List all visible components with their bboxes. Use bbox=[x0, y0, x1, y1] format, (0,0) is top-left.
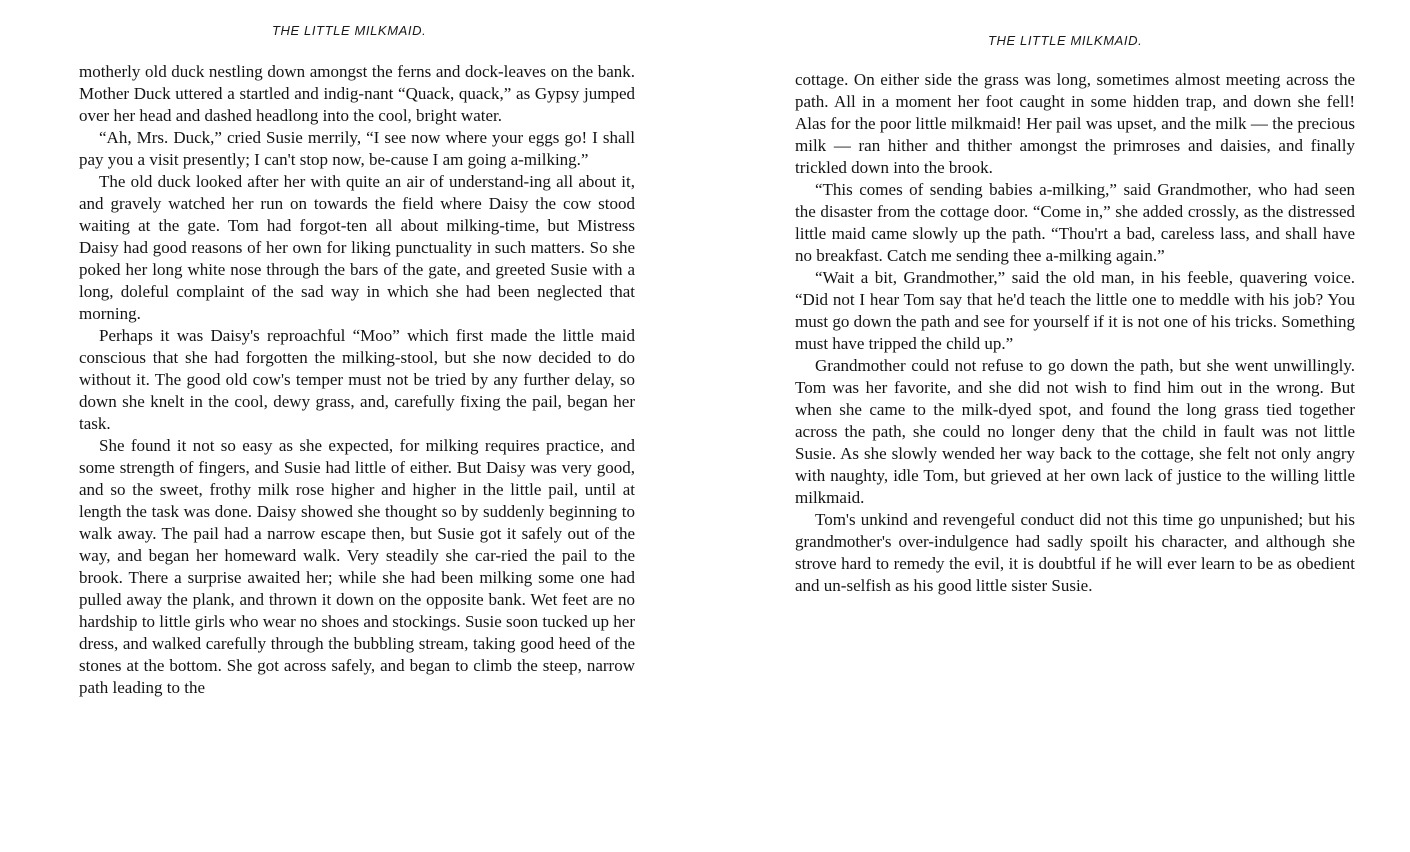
paragraph: Grandmother could not refuse to go down the path, but she went unwillingly. Tom was her favorite, and she did not wish to find him out in the wrong. But when she came to the milk-dyed spot, and found the long grass tied together across the path, she could no longer deny that the child in fault was not little Susie. As she slowly wended her way back to the cottage, she felt not only angry with naughty, idle Tom, but grieved at her own lack of justice to the willing little milkmaid. bbox=[795, 356, 1355, 507]
paragraph: The old duck looked after her with quite an air of understand-ing all about it, and gravely watched her run on towards the field where Daisy the cow stood waiting at the gate. Tom had forgot-ten all about milking-time, but Mistress Daisy had good reasons of her own for liking punctuality in such matters. So she poked her long white nose through the bars of the gate, and greeted Susie with a long, doleful complaint of the sad way in which she had been neglected that morning. bbox=[79, 172, 635, 323]
right-page-text bbox=[795, 69, 1355, 597]
right-page bbox=[705, 0, 1410, 852]
paragraph: Perhaps it was Daisy's reproachful “Moo” which first made the little maid conscious that she had forgotten the milking-stool, but she now decided to do without it. The good old cow's temper must not be tried by any further delay, so down she knelt in the cool, dewy grass, and, carefully fixing the pail, began her task. bbox=[79, 326, 635, 433]
paragraph: “This comes of sending babies a-milking,” said Grandmother, who had seen the disaster from the cottage door. “Come in,” she added crossly, as the distressed little maid came slowly up the path. “Thou'rt a bad, careless lass, and shall have no breakfast. Catch me sending thee a-milking again.” bbox=[795, 180, 1355, 265]
paragraph: cottage. On either side the grass was long, sometimes almost meeting across the path. All in a moment her foot caught in some hidden trap, and down she fell! Alas for the poor little milkmaid! Her pail was upset, and the milk — the precious milk — ran hither and thither amongst the primroses and daisies, and finally trickled down into the brook. bbox=[795, 70, 1355, 177]
paragraph: “Wait a bit, Grandmother,” said the old man, in his feeble, quavering voice. “Did not I hear Tom say that he'd teach the little one to meddle with his job? You must go down the path and see for yourself if it is not one of his tricks. Something must have tripped the child up.” bbox=[795, 268, 1355, 353]
paragraph: motherly old duck nestling down amongst the ferns and dock-leaves on the bank. Mother Duck uttered a startled and indig-nant “Quack, quack,” as Gypsy jumped over her head and dashed headlong into the cool, bright water. bbox=[79, 62, 635, 125]
paragraph: She found it not so easy as she expected, for milking requires practice, and some strength of fingers, and Susie had little of either. But Daisy was very good, and so the sweet, frothy milk rose higher and higher in the little pail, until at length the task was done. Daisy showed she thought so by suddenly beginning to walk away. The pail had a narrow escape then, but Susie got it safely out of the way, and began her homeward walk. Very steadily she car-ried the pail to the brook. There a surprise awaited her; while she had been milking some one had pulled away the plank, and thrown it down on the opposite bank. Wet feet are no hardship to little girls who wear no shoes and stockings. Susie soon tucked up her dress, and walked carefully through the bubbling stream, taking good heed of the stones at the bottom. She got across safely, and began to climb the steep, narrow path leading to the bbox=[79, 436, 635, 697]
paragraph: Tom's unkind and revengeful conduct did not this time go unpunished; but his grandmother's over-indulgence had sadly spoilt his character, and although she strove hard to remedy the evil, it is doubtful if he will ever learn to be as obedient and un-selfish as his good little sister Susie. bbox=[795, 510, 1355, 595]
right-running-head: THE LITTLE MILKMAID. bbox=[988, 33, 1143, 48]
left-page-text bbox=[79, 61, 635, 699]
paragraph: “Ah, Mrs. Duck,” cried Susie merrily, “I see now where your eggs go! I shall pay you a visit presently; I can't stop now, be-cause I am going a-milking.” bbox=[79, 128, 635, 169]
left-running-head: THE LITTLE MILKMAID. bbox=[272, 23, 427, 38]
